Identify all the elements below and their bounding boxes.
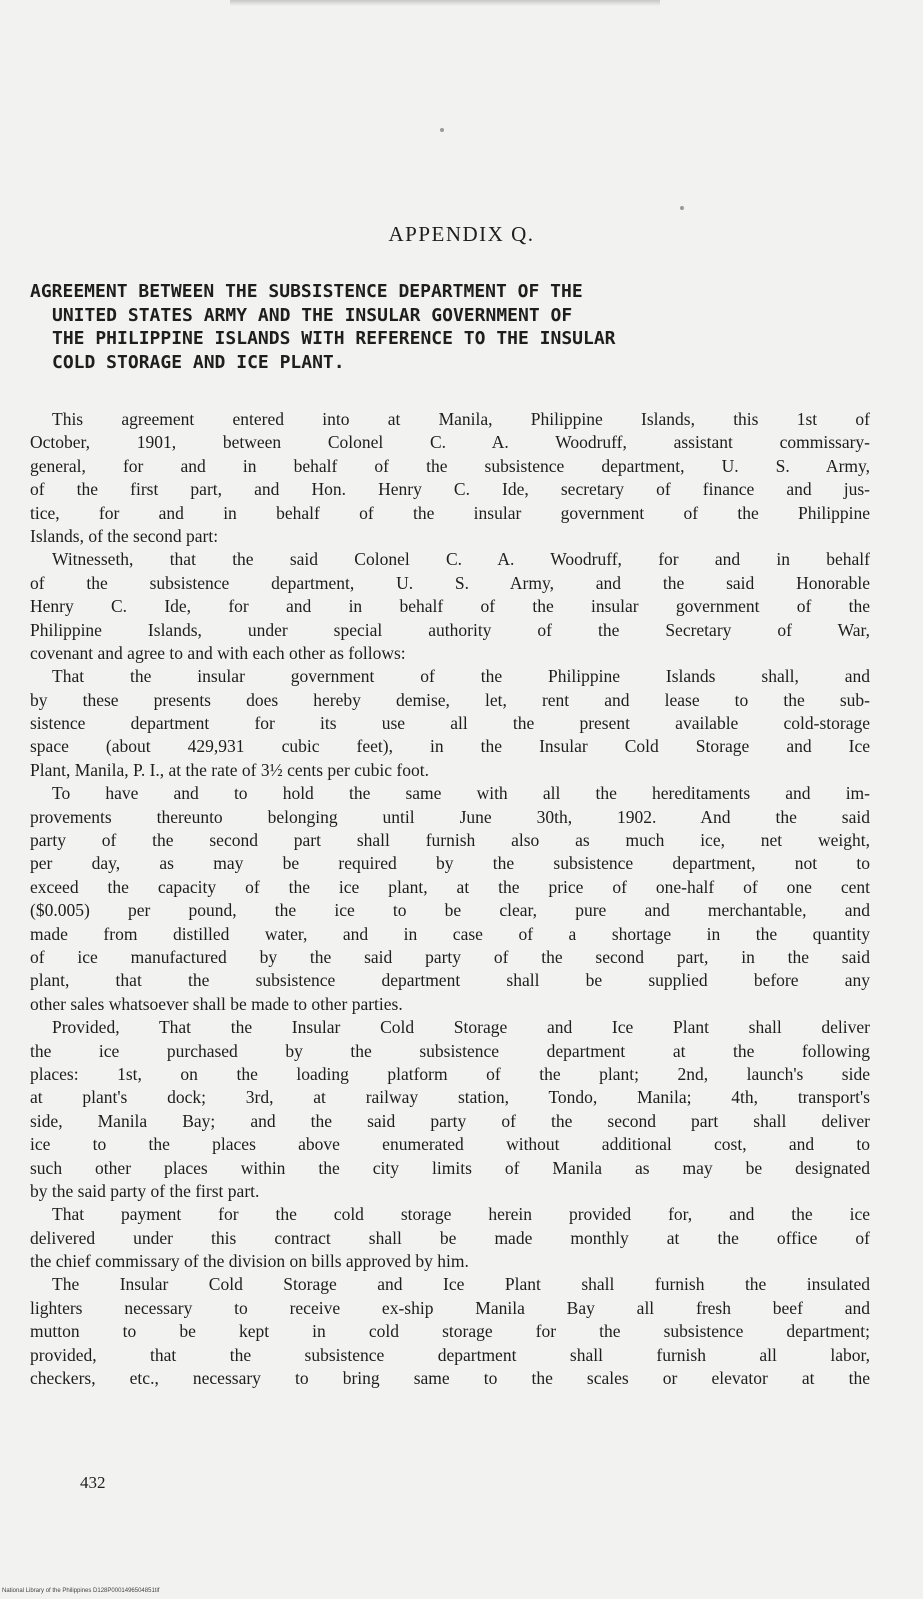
text-line: Provided, That the Insular Cold Storage and Ice Plant shall deliver — [52, 1017, 870, 1038]
text-line: Henry C. Ide, for and in behalf of the insular government of the — [30, 596, 870, 617]
text-line: Plant, Manila, P. I., at the rate of 3½ cents per cubic foot. — [30, 759, 429, 780]
text-line: by the said party of the first part. — [30, 1180, 260, 1201]
text-line: tice, for and in behalf of the insular government of the Philippine — [30, 502, 870, 523]
text-line: side, Manila Bay; and the said party of the second part shall deliver — [30, 1110, 870, 1131]
scan-credit-footer: National Library of the Philippines D128P0001496504851tif — [2, 1588, 160, 1594]
text-line: of the first part, and Hon. Henry C. Ide, secretary of finance and jus- — [30, 479, 870, 500]
text-line: ($0.005) per pound, the ice to be clear, pure and merchantable, and — [30, 900, 870, 921]
text-line: provided, that the subsistence department shall furnish all labor, — [30, 1344, 870, 1365]
text-line: of ice manufactured by the said party of the second part, in the said — [30, 946, 870, 967]
text-line: general, for and in behalf of the subsistence department, U. S. Army, — [30, 455, 870, 476]
text-line: other sales whatsoever shall be made to other parties. — [30, 993, 403, 1014]
text-line: exceed the capacity of the ice plant, at the price of one-half of one cent — [30, 876, 870, 897]
title-line: UNITED STATES ARMY AND THE INSULAR GOVERNMENT OF — [52, 304, 573, 326]
text-line: mutton to be kept in cold storage for the subsistence department; — [30, 1321, 870, 1342]
text-line: of the subsistence department, U. S. Army, and the said Honorable — [30, 572, 870, 593]
text-line: lighters necessary to receive ex-ship Manila Bay all fresh beef and — [30, 1297, 870, 1318]
text-line: space (about 429,931 cubic feet), in the Insular Cold Storage and Ice — [30, 736, 870, 757]
scan-artifact — [230, 0, 660, 6]
text-line: the chief commissary of the division on bills approved by him. — [30, 1251, 469, 1272]
title-line: COLD STORAGE AND ICE PLANT. — [52, 351, 345, 373]
agreement-title — [30, 280, 870, 374]
text-line: such other places within the city limits of Manila as may be designated — [30, 1157, 870, 1178]
text-line: party of the second part shall furnish also as much ice, net weight, — [30, 830, 870, 851]
title-line: AGREEMENT BETWEEN THE SUBSISTENCE DEPARTMENT OF THE — [30, 281, 583, 302]
text-line: covenant and agree to and with each other as follows: — [30, 642, 406, 663]
text-line: sistence department for its use all the present available cold-storage — [30, 713, 870, 734]
text-line: To have and to hold the same with all the hereditaments and im- — [52, 783, 870, 804]
text-line: Witnesseth, that the said Colonel C. A. Woodruff, for and in behalf — [52, 549, 870, 570]
text-line: plant, that the subsistence department shall be supplied before any — [30, 970, 870, 991]
text-line: provements thereunto belonging until June 30th, 1902. And the said — [30, 806, 870, 827]
text-line: October, 1901, between Colonel C. A. Woodruff, assistant commissary- — [30, 432, 870, 453]
title-line: THE PHILIPPINE ISLANDS WITH REFERENCE TO THE INSULAR — [52, 328, 616, 349]
text-line: delivered under this contract shall be made monthly at the office of — [30, 1227, 870, 1248]
text-line: That payment for the cold storage herein provided for, and the ice — [52, 1204, 870, 1225]
text-line: Philippine Islands, under special authority of the Secretary of War, — [30, 619, 870, 640]
text-line: by these presents does hereby demise, let, rent and lease to the sub- — [30, 689, 870, 710]
text-line: made from distilled water, and in case of a shortage in the quantity — [30, 923, 870, 944]
text-line: ice to the places above enumerated without additional cost, and to — [30, 1134, 870, 1155]
text-line: checkers, etc., necessary to bring same to the scales or elevator at the — [30, 1368, 870, 1389]
text-line: This agreement entered into at Manila, Philippine Islands, this 1st of — [52, 409, 870, 429]
appendix-heading: APPENDIX Q. — [388, 222, 535, 246]
scan-speck — [680, 206, 684, 210]
text-line: at plant's dock; 3rd, at railway station, Tondo, Manila; 4th, transport's — [30, 1087, 870, 1108]
text-line: per day, as may be required by the subsistence department, not to — [30, 853, 870, 874]
page-number: 432 — [80, 1473, 106, 1492]
text-line: the ice purchased by the subsistence department at the following — [30, 1040, 870, 1061]
agreement-body — [30, 408, 870, 1390]
scan-speck — [440, 128, 444, 132]
text-line: places: 1st, on the loading platform of the plant; 2nd, launch's side — [30, 1063, 870, 1084]
text-line: Islands, of the second part: — [30, 525, 219, 546]
text-line: The Insular Cold Storage and Ice Plant shall furnish the insulated — [52, 1274, 870, 1295]
text-line: That the insular government of the Philippine Islands shall, and — [52, 666, 870, 687]
